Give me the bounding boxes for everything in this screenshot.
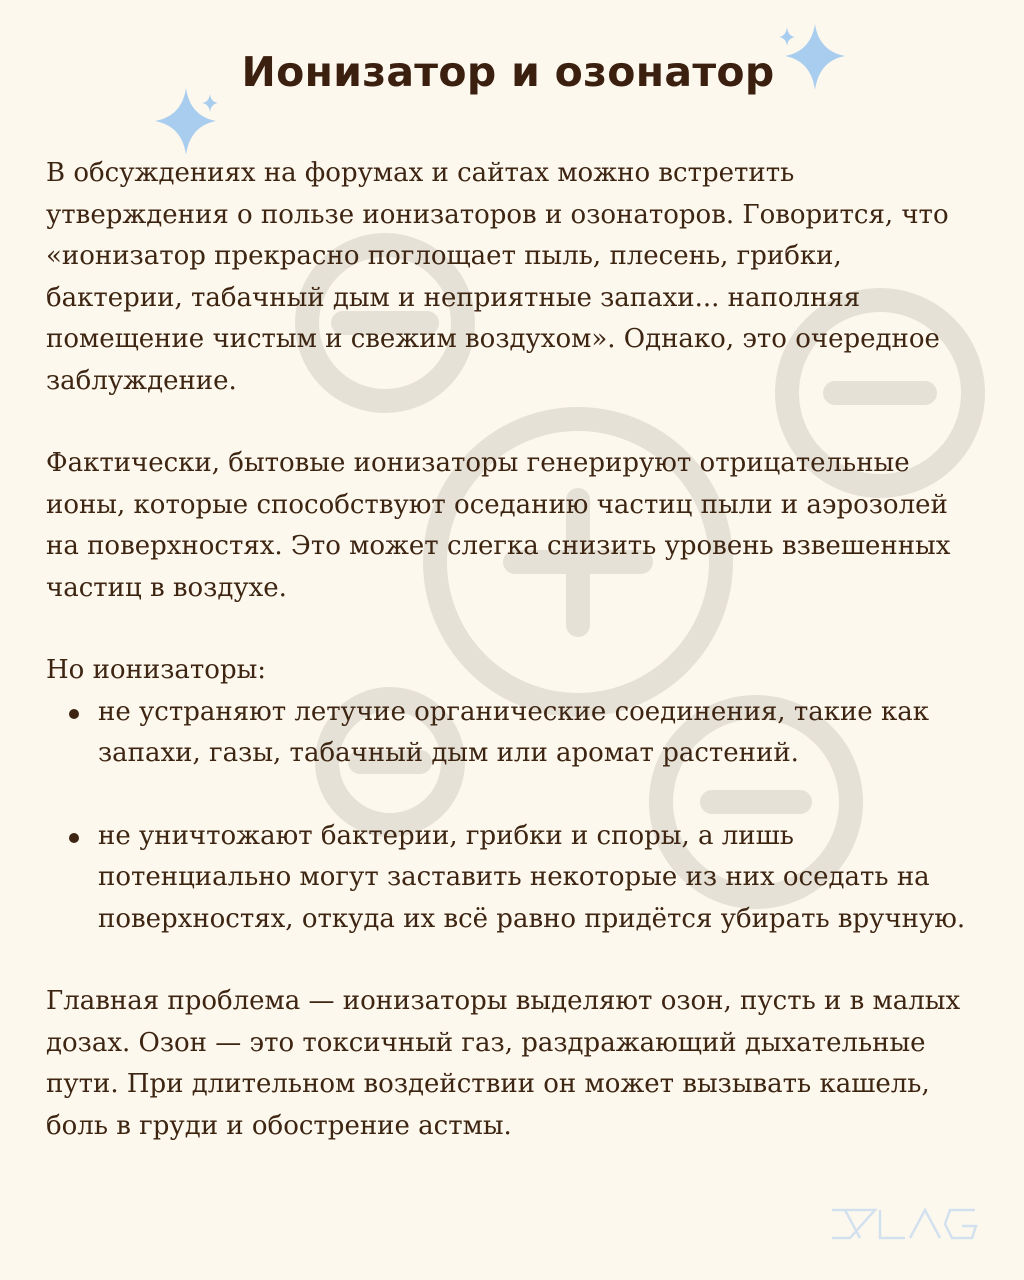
bullet-list: [46, 692, 981, 941]
list-item: [46, 692, 981, 775]
facts-paragraph: Фактически, бытовые ионизаторы генерируют отрицательные ионы, которые способствуют оседанию частиц пыли и аэрозолей на поверхностях. Это может слегка снизить уровень взвешенных частиц в воздухе.: [46, 448, 951, 603]
list-item-text: не уничтожают бактерии, грибки и споры, а лишь потенциально могут заставить некоторые из них оседать на поверхностях, откуда их всё равно придётся убирать вручную.: [98, 820, 966, 934]
bullet-dot-icon: [69, 709, 79, 719]
bullet-dot-icon: [69, 833, 79, 843]
sparkle-icon: [155, 88, 218, 155]
article-body: [46, 153, 981, 1147]
intro-paragraph: В обсуждениях на форумах и сайтах можно встретить утверждения о пользе ионизаторов и озонаторов. Говорится, что «ионизатор прекрасно поглощает пыль, плесень, грибки, бактерии, табачный дым и неприятные запахи... наполняя помещение чистым и свежим воздухом». Однако, это очередное заблуждение.: [46, 158, 949, 396]
list-item-text: не устраняют летучие органические соединения, такие как запахи, газы, табачный дым или аромат растений.: [98, 696, 929, 768]
list-item: [46, 816, 981, 941]
page-title: Ионизатор и озонатор: [241, 48, 775, 96]
list-intro: Но ионизаторы:: [46, 655, 267, 685]
watermark-logo: [832, 1210, 976, 1238]
conclusion-paragraph: Главная проблема — ионизаторы выделяют озон, пусть и в малых дозах. Озон — это токсичный газ, раздражающий дыхательные пути. При длительном воздействии он может вызывать кашель, боль в груди и обострение астмы.: [46, 986, 961, 1141]
